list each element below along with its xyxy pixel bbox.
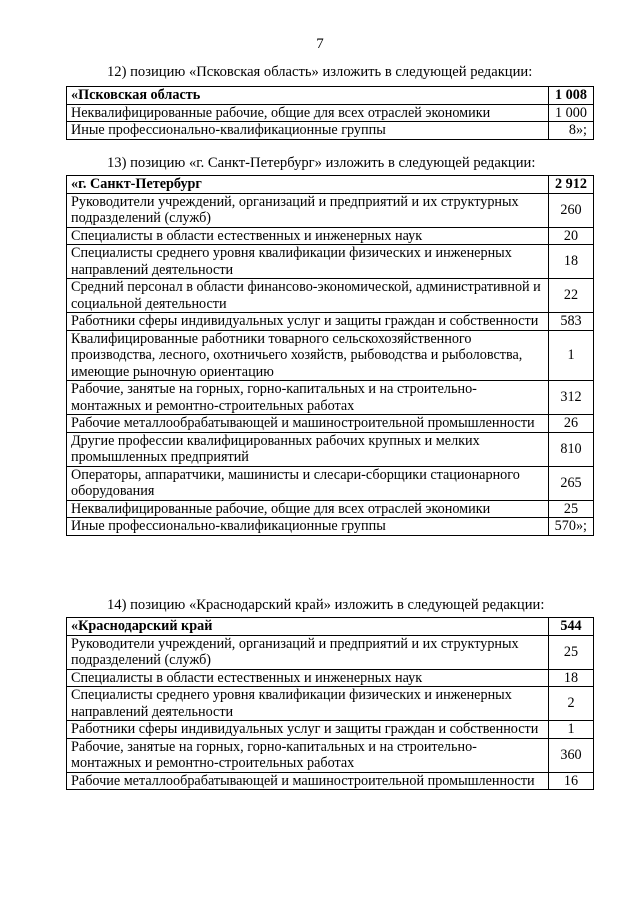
row-value: 260 xyxy=(549,193,594,227)
table-row xyxy=(67,500,594,518)
table-row xyxy=(67,738,594,772)
table-row xyxy=(67,772,594,790)
row-label: Квалифицированные работники товарного сельскохозяйственного производства, лесного, охотничьего хозяйств, рыбоводства и рыболовства, имеющие рыночную ориентацию xyxy=(67,330,549,381)
table-header-row xyxy=(67,176,594,194)
row-value: 1 000 xyxy=(549,104,594,122)
section-intro: 14) позицию «Краснодарский край» изложить в следующей редакции: xyxy=(107,597,545,613)
row-value: 25 xyxy=(549,500,594,518)
row-label: Работники сферы индивидуальных услуг и защиты граждан и собственности xyxy=(67,313,549,331)
region-total: 544 xyxy=(549,618,594,636)
table-row xyxy=(67,227,594,245)
table-row xyxy=(67,518,594,536)
row-label: Рабочие, занятые на горных, горно-капитальных и на строительно-монтажных и ремонтно-строительных работах xyxy=(67,738,549,772)
table-row xyxy=(67,635,594,669)
table-row xyxy=(67,432,594,466)
region-name: «Краснодарский край xyxy=(67,618,549,636)
row-value: 583 xyxy=(549,313,594,331)
row-label: Специалисты среднего уровня квалификации физических и инженерных направлений деятельности xyxy=(67,687,549,721)
row-value: 1 xyxy=(549,330,594,381)
table-row xyxy=(67,721,594,739)
row-value: 360 xyxy=(549,738,594,772)
table-row xyxy=(67,245,594,279)
row-value: 570»; xyxy=(549,518,594,536)
region-total: 2 912 xyxy=(549,176,594,194)
row-value: 22 xyxy=(549,279,594,313)
table-row xyxy=(67,122,594,140)
row-value: 26 xyxy=(549,415,594,433)
page-number: 7 xyxy=(316,36,324,52)
row-value: 20 xyxy=(549,227,594,245)
row-value: 810 xyxy=(549,432,594,466)
row-value: 312 xyxy=(549,381,594,415)
section-intro: 13) позицию «г. Санкт-Петербург» изложить в следующей редакции: xyxy=(107,155,536,171)
row-value: 18 xyxy=(549,245,594,279)
row-value: 25 xyxy=(549,635,594,669)
row-label: Иные профессионально-квалификационные группы xyxy=(67,518,549,536)
section-intro: 12) позицию «Псковская область» изложить в следующей редакции: xyxy=(107,64,533,80)
table-row xyxy=(67,330,594,381)
table-row xyxy=(67,466,594,500)
table-row xyxy=(67,279,594,313)
row-label: Специалисты в области естественных и инженерных наук xyxy=(67,669,549,687)
row-value: 1 xyxy=(549,721,594,739)
table-header-row xyxy=(67,618,594,636)
table-pskov xyxy=(66,86,594,140)
region-name: «Псковская область xyxy=(67,87,549,105)
table-row xyxy=(67,669,594,687)
row-value: 265 xyxy=(549,466,594,500)
row-value: 2 xyxy=(549,687,594,721)
row-value: 16 xyxy=(549,772,594,790)
row-value: 8»; xyxy=(549,122,594,140)
row-value: 18 xyxy=(549,669,594,687)
region-name: «г. Санкт-Петербург xyxy=(67,176,549,194)
row-label: Операторы, аппаратчики, машинисты и слесари-сборщики стационарного оборудования xyxy=(67,466,549,500)
table-krasnodar xyxy=(66,617,594,790)
row-label: Другие профессии квалифицированных рабочих крупных и мелких промышленных предприятий xyxy=(67,432,549,466)
row-label: Иные профессионально-квалификационные группы xyxy=(67,122,549,140)
table-header-row xyxy=(67,87,594,105)
table-row xyxy=(67,104,594,122)
row-label: Рабочие, занятые на горных, горно-капитальных и на строительно-монтажных и ремонтно-строительных работах xyxy=(67,381,549,415)
row-label: Руководители учреждений, организаций и предприятий и их структурных подразделений (служб) xyxy=(67,193,549,227)
row-label: Специалисты в области естественных и инженерных наук xyxy=(67,227,549,245)
row-label: Неквалифицированные рабочие, общие для всех отраслей экономики xyxy=(67,500,549,518)
table-row xyxy=(67,381,594,415)
row-label: Рабочие металлообрабатывающей и машиностроительной промышленности xyxy=(67,772,549,790)
table-row xyxy=(67,193,594,227)
table-row xyxy=(67,687,594,721)
row-label: Неквалифицированные рабочие, общие для всех отраслей экономики xyxy=(67,104,549,122)
table-spb xyxy=(66,175,594,536)
table-row xyxy=(67,313,594,331)
table-row xyxy=(67,415,594,433)
row-label: Средний персонал в области финансово-экономической, административной и социальной деятельности xyxy=(67,279,549,313)
region-total: 1 008 xyxy=(549,87,594,105)
row-label: Работники сферы индивидуальных услуг и защиты граждан и собственности xyxy=(67,721,549,739)
row-label: Руководители учреждений, организаций и предприятий и их структурных подразделений (служб) xyxy=(67,635,549,669)
row-label: Рабочие металлообрабатывающей и машиностроительной промышленности xyxy=(67,415,549,433)
row-label: Специалисты среднего уровня квалификации физических и инженерных направлений деятельности xyxy=(67,245,549,279)
